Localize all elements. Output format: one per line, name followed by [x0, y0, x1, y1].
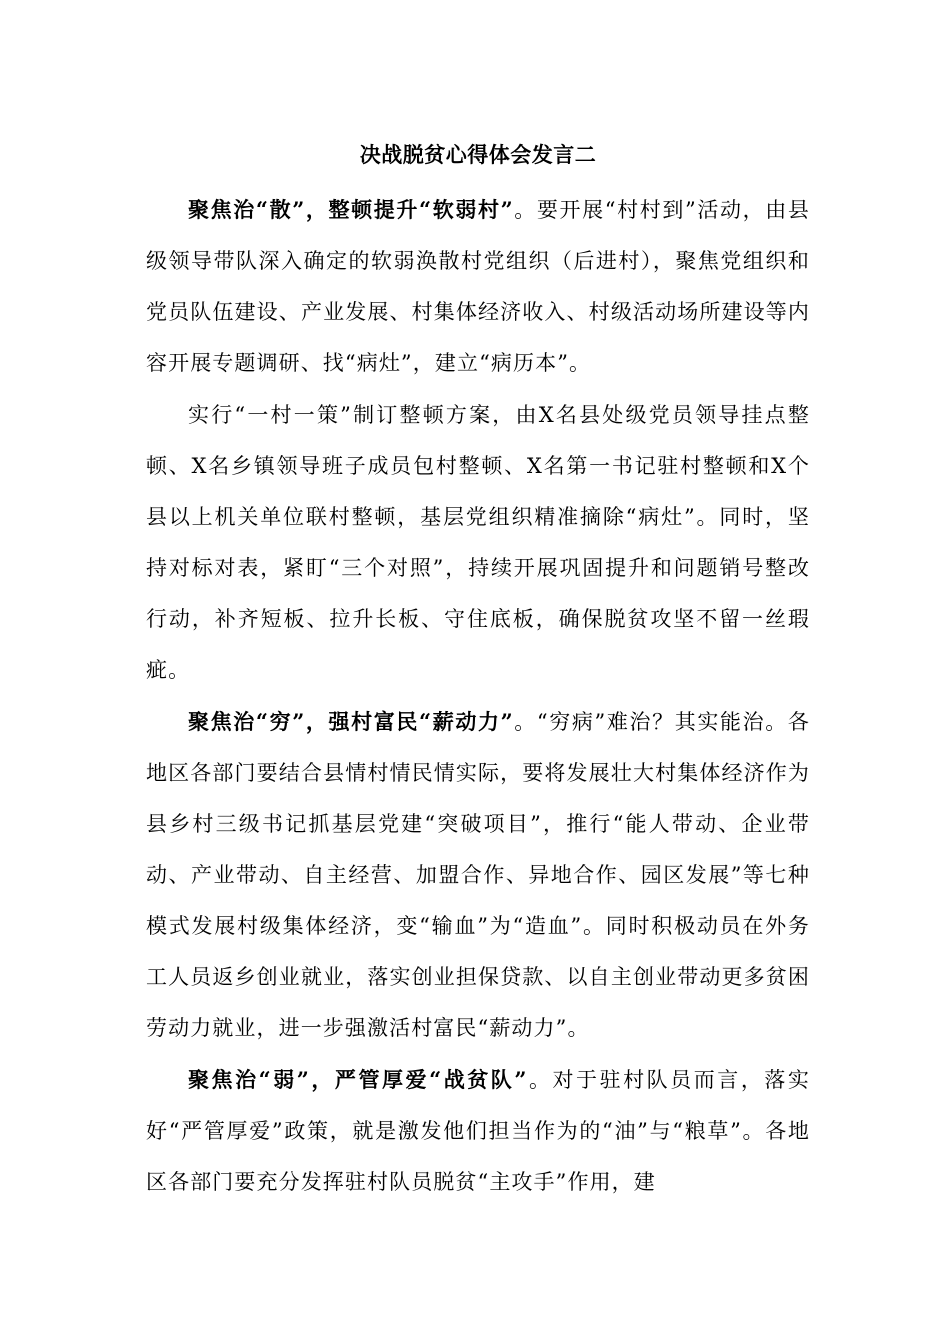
- paragraph-3-text: 。“穷病”难治？其实能治。各地区各部门要结合县情村情民情实际，要将发展壮大村集体经济作为县乡村三级书记抓基层党建“突破项目”，推行“能人带动、企业带动、产业带动、自主经营、加盟合作、异地合作、园区发展”等七种模式发展村级集体经济，变“输血”为“造血”。同时积极动员在外务工人员返乡创业就业，落实创业担保贷款、以自主创业带动更多贫困劳动力就业，进一步强激活村富民“薪动力”。: [146, 710, 810, 1040]
- paragraph-4-lead: 聚焦治“弱”，严管厚爱“战贫队”: [188, 1067, 528, 1092]
- paragraph-3: [146, 696, 810, 1054]
- paragraph-2: [146, 389, 810, 696]
- paragraph-4: [146, 1054, 810, 1208]
- paragraph-1-text: 。要开展“村村到”活动，由县级领导带队深入确定的软弱涣散村党组织（后进村），聚焦党组织和党员队伍建设、产业发展、村集体经济收入、村级活动场所建设等内容开展专题调研、找“病灶”，建立“病历本”。: [146, 198, 810, 375]
- paragraph-4-text: 。对于驻村队员而言，落实好“严管厚爱”政策，就是激发他们担当作为的“油”与“粮草”。各地区各部门要充分发挥驻村队员脱贫“主攻手”作用，建: [146, 1068, 810, 1194]
- paragraph-3-lead: 聚焦治“穷”，强村富民“薪动力”: [188, 709, 514, 734]
- paragraph-2-text: 实行“一村一策”制订整顿方案，由X名县处级党员领导挂点整顿、X名乡镇领导班子成员包村整顿、X名第一书记驻村整顿和X个县以上机关单位联村整顿，基层党组织精准摘除“病灶”。同时，坚持对标对表，紧盯“三个对照”，持续开展巩固提升和问题销号整改行动，补齐短板、拉升长板、守住底板，确保脱贫攻坚不留一丝瑕疵。: [146, 403, 810, 682]
- paragraph-1: [146, 184, 810, 389]
- document-title: 决战脱贫心得体会发言二: [359, 142, 597, 167]
- paragraph-1-lead: 聚焦治“散”，整顿提升“软弱村”: [188, 197, 514, 222]
